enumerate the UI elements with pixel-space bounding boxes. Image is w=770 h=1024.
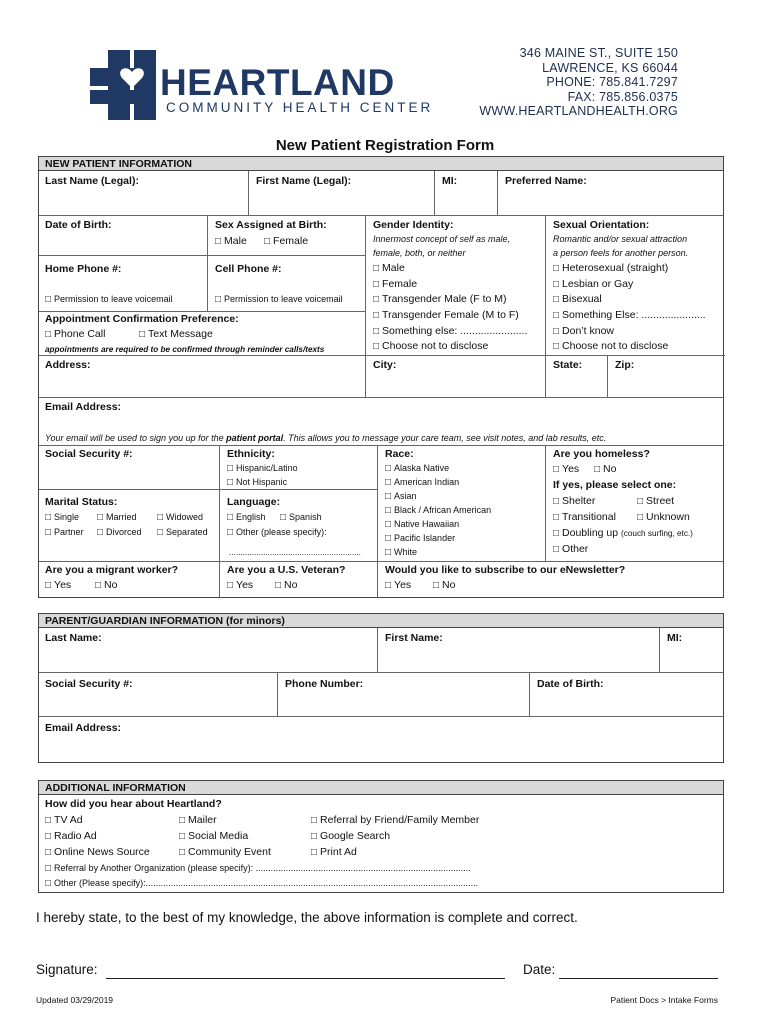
state-field[interactable]: State: <box>553 359 583 371</box>
hear-about-question: How did you hear about Heartland? <box>45 798 222 810</box>
referral-friend-checkbox[interactable]: □ Referral by Friend/Family Member <box>311 814 479 827</box>
street-checkbox[interactable]: □ Street <box>637 495 674 508</box>
race-label: Race: <box>385 448 414 460</box>
radio-ad-checkbox[interactable]: □ Radio Ad <box>45 830 97 843</box>
doubling-up-checkbox[interactable]: □ Doubling up (couch surfing, etc.) <box>553 527 693 540</box>
new-patient-section <box>38 156 724 598</box>
email-field[interactable]: Email Address: <box>45 401 122 413</box>
email-note: Your email will be used to sign you up for the patient portal. This allows you to message your care team, see visit notes, and lab results, etc. <box>45 433 607 443</box>
city-field[interactable]: City: <box>373 359 397 371</box>
gender-trans-male-checkbox[interactable]: □ Transgender Male (F to M) <box>373 293 507 306</box>
gender-note: Innermost concept of self as male, <box>373 234 511 244</box>
phone-call-checkbox[interactable]: □ Phone Call <box>45 328 105 341</box>
language-label: Language: <box>227 496 281 508</box>
ethnicity-label: Ethnicity: <box>227 448 275 460</box>
veteran-no-checkbox[interactable]: □ No <box>275 579 297 592</box>
orientation-note: a person feels for another person. <box>553 248 689 258</box>
community-event-checkbox[interactable]: □ Community Event <box>179 846 271 859</box>
orientation-note: Romantic and/or sexual attraction <box>553 234 688 244</box>
first-name-field[interactable]: First Name (Legal): <box>256 175 352 187</box>
voicemail-home-checkbox[interactable]: □ Permission to leave voicemail <box>45 293 173 306</box>
migrant-label: Are you a migrant worker? <box>45 564 179 576</box>
newsletter-yes-checkbox[interactable]: □ Yes <box>385 579 411 592</box>
race-asian-checkbox[interactable]: □ Asian <box>385 490 417 503</box>
migrant-yes-checkbox[interactable]: □ Yes <box>45 579 71 592</box>
unknown-checkbox[interactable]: □ Unknown <box>637 511 690 524</box>
newsletter-label: Would you like to subscribe to our eNewsletter? <box>385 564 626 576</box>
last-name-field[interactable]: Last Name (Legal): <box>45 175 139 187</box>
logo-subtitle: COMMUNITY HEALTH CENTER <box>166 100 434 115</box>
sex-label: Sex Assigned at Birth: <box>215 219 327 231</box>
phone-line: PHONE: 785.841.7297 <box>546 75 678 89</box>
google-search-checkbox[interactable]: □ Google Search <box>311 830 390 843</box>
fax-line: FAX: 785.856.0375 <box>567 89 678 104</box>
tv-ad-checkbox[interactable]: □ TV Ad <box>45 814 83 827</box>
homeless-select-label: If yes, please select one: <box>553 479 677 491</box>
migrant-no-checkbox[interactable]: □ No <box>95 579 117 592</box>
date-label: Date: <box>523 962 556 977</box>
guardian-ssn-field[interactable]: Social Security #: <box>45 678 133 690</box>
guardian-email-field[interactable]: Email Address: <box>45 722 122 734</box>
guardian-last-name-field[interactable]: Last Name: <box>45 632 102 644</box>
marital-widowed-checkbox[interactable]: □ Widowed <box>157 511 203 524</box>
gender-label: Gender Identity: <box>373 219 454 231</box>
clinic-address <box>479 46 678 119</box>
zip-field[interactable]: Zip: <box>615 359 635 371</box>
address-line: LAWRENCE, KS 66044 <box>542 60 678 75</box>
guardian-dob-field[interactable]: Date of Birth: <box>537 678 604 690</box>
race-pacific-islander-checkbox[interactable]: □ Pacific Islander <box>385 532 455 545</box>
referral-org-checkbox[interactable]: □ Referral by Another Organization (please specify): ...................................................................................... <box>45 862 471 875</box>
race-alaska-native-checkbox[interactable]: □ Alaska Native <box>385 462 449 475</box>
section-header: PARENT/GUARDIAN INFORMATION (for minors) <box>39 614 723 628</box>
race-black-checkbox[interactable]: □ Black / African American <box>385 504 491 517</box>
gender-trans-female-checkbox[interactable]: □ Transgender Female (M to F) <box>373 309 519 322</box>
race-white-checkbox[interactable]: □ White <box>385 546 417 559</box>
guardian-phone-field[interactable]: Phone Number: <box>285 678 364 690</box>
section-header: ADDITIONAL INFORMATION <box>39 781 723 795</box>
sex-male-checkbox[interactable]: □ Male <box>215 235 247 248</box>
voicemail-cell-checkbox[interactable]: □ Permission to leave voicemail <box>215 293 343 306</box>
print-ad-checkbox[interactable]: □ Print Ad <box>311 846 357 859</box>
orientation-dont-know-checkbox[interactable]: □ Don’t know <box>553 325 614 338</box>
guardian-mi-field[interactable]: MI: <box>667 632 683 644</box>
ssn-field[interactable]: Social Security #: <box>45 448 133 460</box>
website-line: WWW.HEARTLANDHEALTH.ORG <box>479 104 678 118</box>
race-american-indian-checkbox[interactable]: □ American Indian <box>385 476 459 489</box>
marital-divorced-checkbox[interactable]: □ Divorced <box>97 526 142 539</box>
lang-english-checkbox[interactable]: □ English <box>227 511 266 524</box>
sex-female-checkbox[interactable]: □ Female <box>264 235 308 248</box>
guardian-section <box>38 613 724 763</box>
section-header: NEW PATIENT INFORMATION <box>39 157 723 171</box>
text-message-checkbox[interactable]: □ Text Message <box>139 328 213 341</box>
home-phone-field[interactable]: Home Phone #: <box>45 263 122 275</box>
form-title: New Patient Registration Form <box>275 137 495 154</box>
date-line[interactable] <box>559 978 718 979</box>
affirmation-statement: I hereby state, to the best of my knowledge, the above information is complete and correct. <box>36 910 578 925</box>
veteran-label: Are you a U.S. Veteran? <box>227 564 346 576</box>
race-native-hawaiian-checkbox[interactable]: □ Native Hawaiian <box>385 518 459 531</box>
logo-wordmark: HEARTLAND <box>160 62 395 103</box>
additional-section <box>38 780 724 893</box>
marital-label: Marital Status: <box>45 496 118 508</box>
gender-male-checkbox[interactable]: □ Male <box>373 262 405 275</box>
dob-field[interactable]: Date of Birth: <box>45 219 112 231</box>
address-line: 346 MAINE ST., SUITE 150 <box>519 46 678 60</box>
other-source-checkbox[interactable]: □ Other (Please specify):..................................................................................................................................... <box>45 877 478 890</box>
marital-single-checkbox[interactable]: □ Single <box>45 511 79 524</box>
shelter-checkbox[interactable]: □ Shelter <box>553 495 595 508</box>
mi-field[interactable]: MI: <box>442 175 458 187</box>
marital-separated-checkbox[interactable]: □ Separated <box>157 526 208 539</box>
ethnicity-not-hispanic-checkbox[interactable]: □ Not Hispanic <box>227 476 287 489</box>
appt-note: appointments are required to be confirmed through reminder calls/texts <box>45 345 325 354</box>
gender-not-disclose-checkbox[interactable]: □ Choose not to disclose <box>373 340 488 353</box>
orientation-else-checkbox[interactable]: □ Something Else: ...................... <box>553 309 706 322</box>
orientation-gay-checkbox[interactable]: □ Lesbian or Gay <box>553 278 633 291</box>
marital-married-checkbox[interactable]: □ Married <box>97 511 137 524</box>
updated-date: Updated 03/29/2019 <box>36 995 114 1005</box>
signature-label: Signature: <box>36 962 98 977</box>
homeless-other-checkbox[interactable]: □ Other <box>553 543 588 556</box>
transitional-checkbox[interactable]: □ Transitional <box>553 511 616 524</box>
online-news-checkbox[interactable]: □ Online News Source <box>45 846 150 859</box>
homeless-label: Are you homeless? <box>553 448 650 460</box>
newsletter-no-checkbox[interactable]: □ No <box>433 579 455 592</box>
gender-else-checkbox[interactable]: □ Something else: ....................... <box>373 325 527 338</box>
preferred-name-field[interactable]: Preferred Name: <box>505 175 587 187</box>
appt-pref-label: Appointment Confirmation Preference: <box>45 313 239 325</box>
gender-note: female, both, or neither <box>373 248 466 258</box>
homeless-yes-checkbox[interactable]: □ Yes <box>553 463 579 476</box>
orientation-bi-checkbox[interactable]: □ Bisexual <box>553 293 602 306</box>
lang-spanish-checkbox[interactable]: □ Spanish <box>280 511 322 524</box>
orientation-hetero-checkbox[interactable]: □ Heterosexual (straight) <box>553 262 668 275</box>
lang-other-blank[interactable]: .......................................................... <box>229 548 361 557</box>
signature-line[interactable] <box>106 978 505 979</box>
guardian-first-name-field[interactable]: First Name: <box>385 632 443 644</box>
veteran-yes-checkbox[interactable]: □ Yes <box>227 579 253 592</box>
address-field[interactable]: Address: <box>45 359 91 371</box>
lang-other-checkbox[interactable]: □ Other (please specify): <box>227 526 327 539</box>
ethnicity-hispanic-checkbox[interactable]: □ Hispanic/Latino <box>227 462 298 475</box>
marital-partner-checkbox[interactable]: □ Partner <box>45 526 84 539</box>
social-media-checkbox[interactable]: □ Social Media <box>179 830 248 843</box>
footer-doc-path: Patient Docs > Intake Forms <box>610 995 718 1005</box>
mailer-checkbox[interactable]: □ Mailer <box>179 814 217 827</box>
orientation-not-disclose-checkbox[interactable]: □ Choose not to disclose <box>553 340 668 353</box>
orientation-label: Sexual Orientation: <box>553 219 650 231</box>
homeless-no-checkbox[interactable]: □ No <box>594 463 616 476</box>
gender-female-checkbox[interactable]: □ Female <box>373 278 417 291</box>
cell-phone-field[interactable]: Cell Phone #: <box>215 263 282 275</box>
